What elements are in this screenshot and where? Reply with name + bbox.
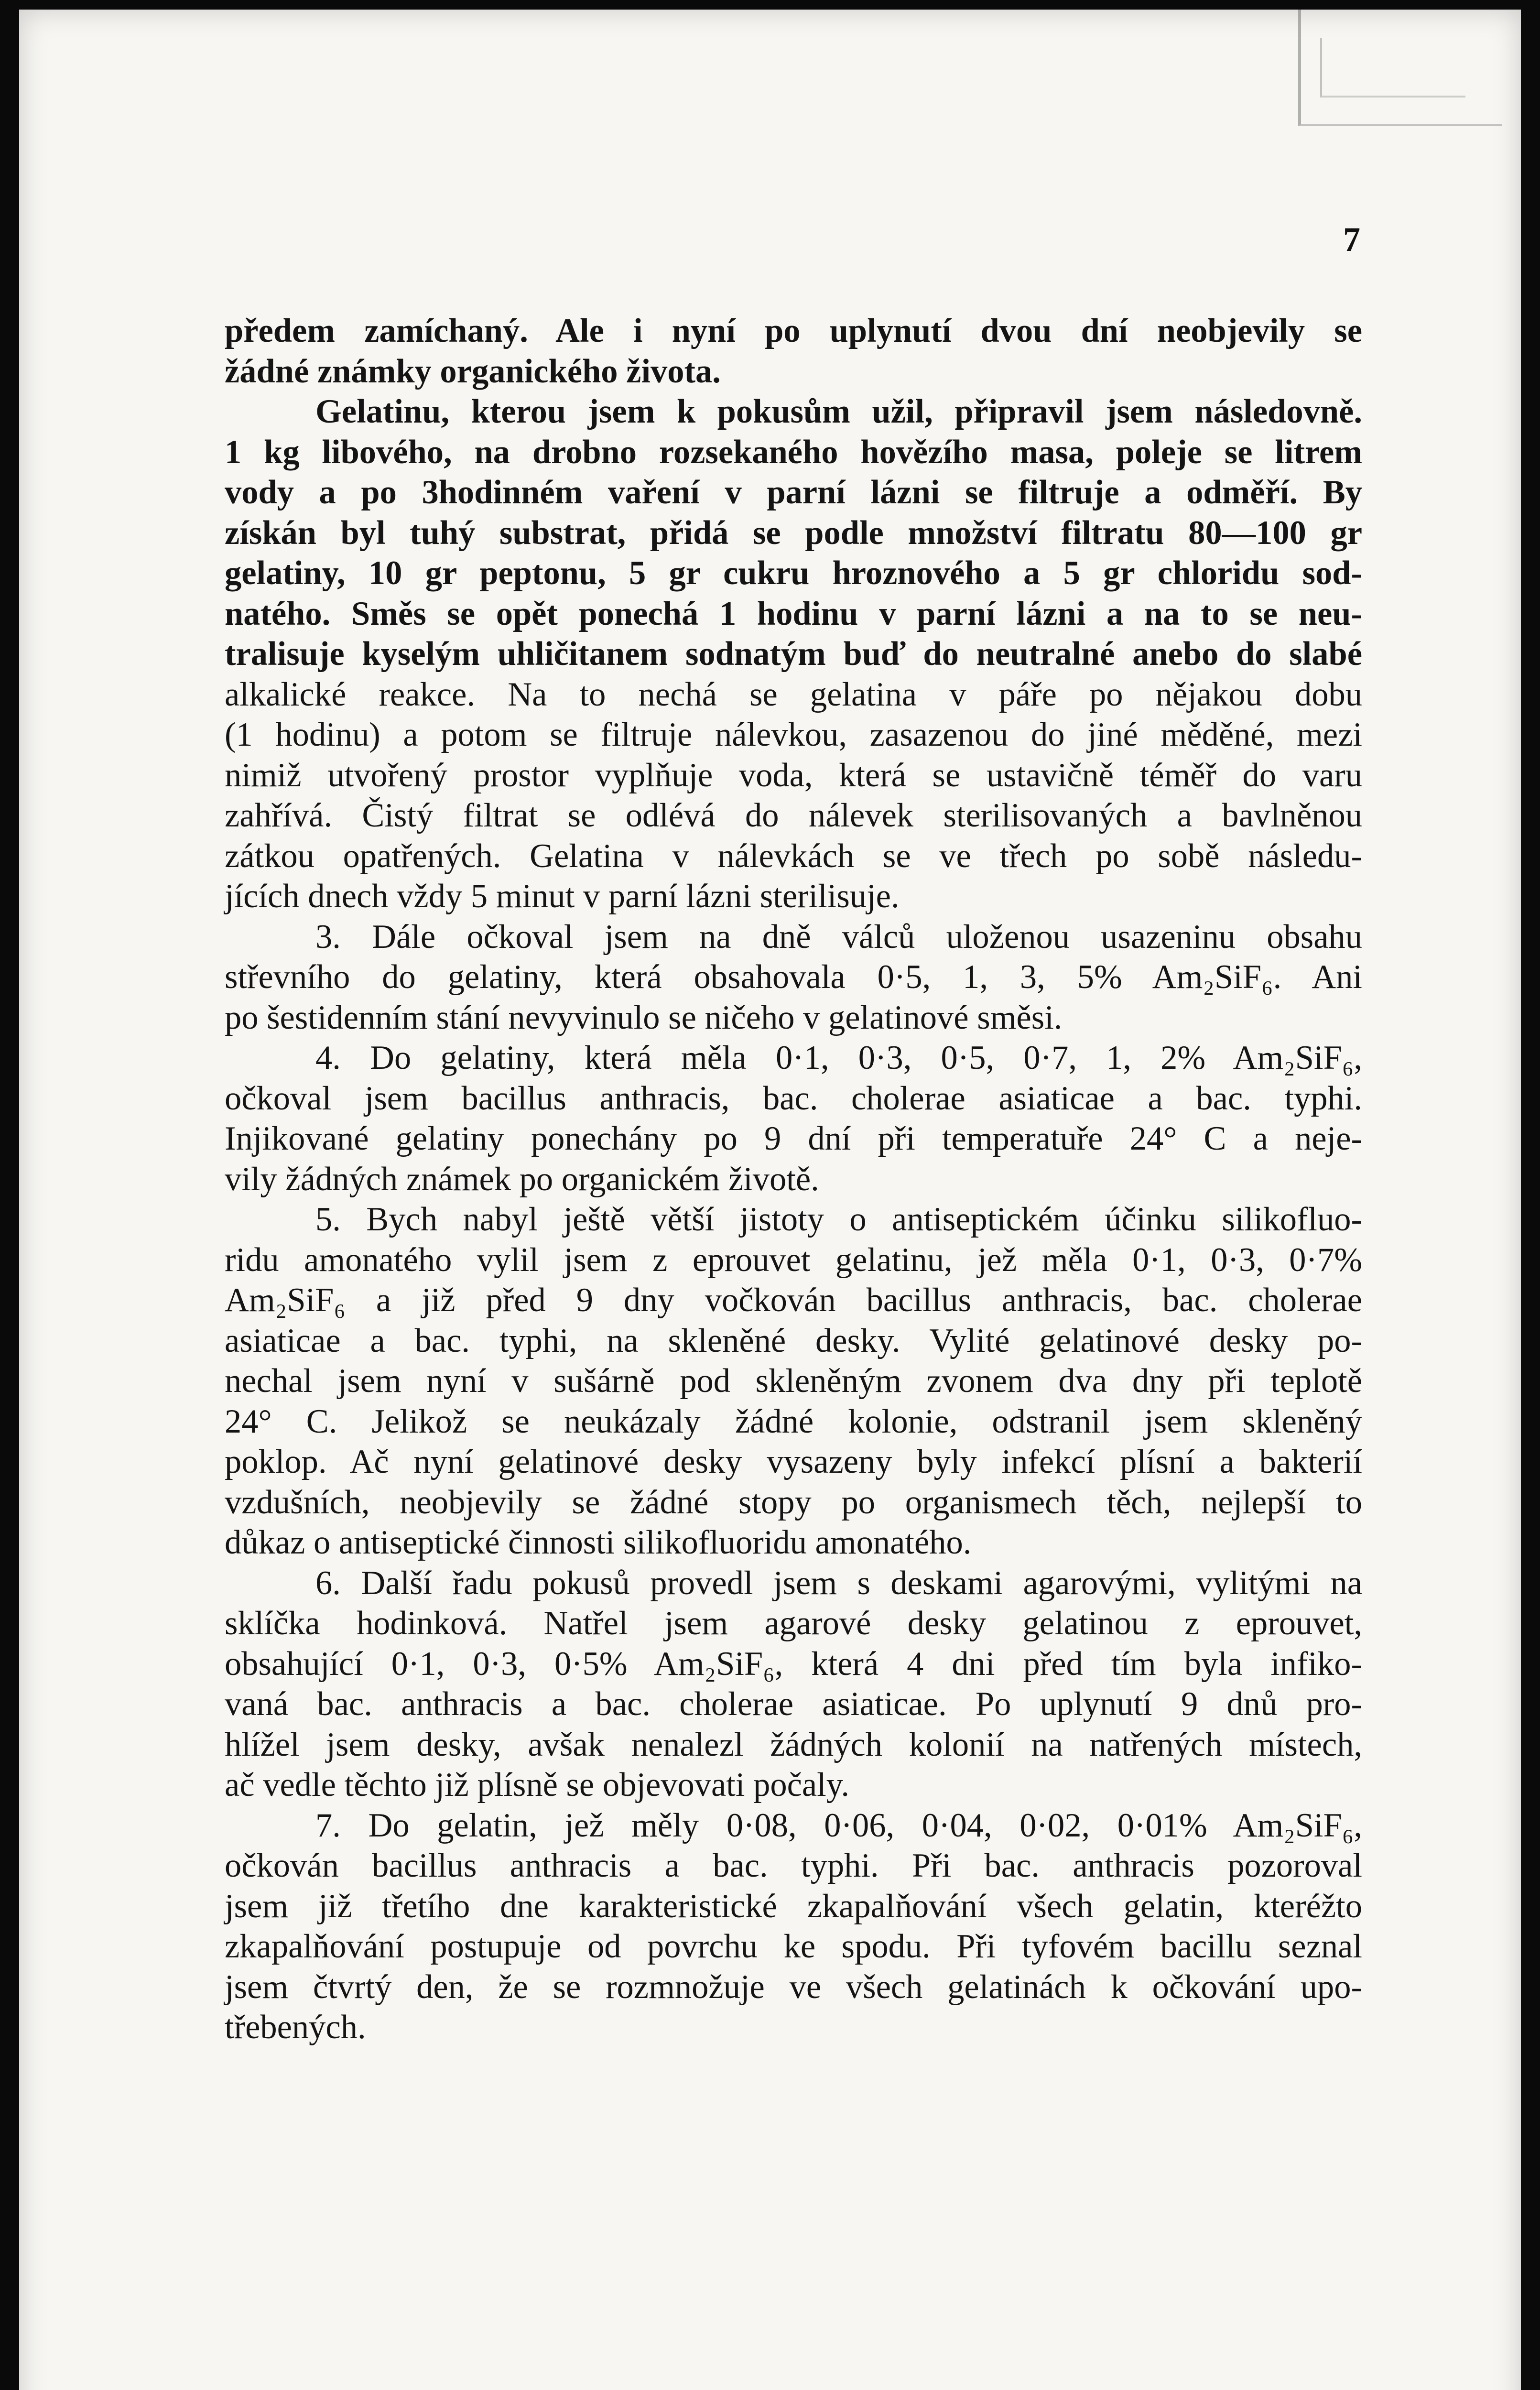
text-line: důkaz o antiseptické činnosti silikofluoridu amonatého. (225, 1524, 972, 1561)
text-line: zátkou opatřených. Gelatina v nálevkách se ve třech po sobě následu- (225, 837, 1362, 875)
text-line: poklop. Ač nyní gelatinové desky vysazeny byly infekcí plísní a bakterií (225, 1443, 1362, 1480)
page-number: 7 (1343, 220, 1360, 259)
text-line: 5. Bych nabyl ještě větší jistoty o antiseptickém účinku silikofluo- (315, 1201, 1362, 1238)
text-line: očkován bacillus anthracis a bac. typhi. Při bac. anthracis pozoroval (225, 1847, 1362, 1884)
text-line: hlížel jsem desky, avšak nenalezl žádných kolonií na natřených místech, (225, 1726, 1362, 1763)
text-line: Gelatinu, kterou jsem k pokusům užil, připravil jsem následovně. (315, 393, 1362, 430)
book-page (19, 10, 1521, 2390)
text-line: očkoval jsem bacillus anthracis, bac. cholerae asiaticae a bac. typhi. (225, 1079, 1362, 1117)
text-line: ač vedle těchto již plísně se objevovati počaly. (225, 1766, 850, 1803)
text-line: vaná bac. anthracis a bac. cholerae asiaticae. Po uplynutí 9 dnů pro- (225, 1685, 1362, 1723)
text-line: tralisuje kyselým uhličitanem sodnatým buď do neutralné anebo do slabé (225, 635, 1362, 673)
text-line: jsem již třetího dne karakteristické zkapalňování všech gelatin, kteréžto (225, 1887, 1362, 1925)
text-line: 3. Dále očkoval jsem na dně válců uloženou usazeninu obsahu (315, 918, 1362, 956)
text-line: jsem čtvrtý den, že se rozmnožuje ve všech gelatinách k očkování upo- (225, 1968, 1362, 2006)
text-line: vily žádných známek po organickém životě. (225, 1160, 819, 1198)
text-line: střevního do gelatiny, která obsahovala 0·5, 1, 3, 5% Am₂SiF₆. Ani (225, 958, 1362, 996)
text-line: gelatiny, 10 gr peptonu, 5 gr cukru hroznového a 5 gr chloridu sod- (225, 554, 1362, 592)
text-line: Injikované gelatiny ponechány po 9 dní při temperatuře 24° C a neje- (225, 1120, 1362, 1157)
text-line: ridu amonatého vylil jsem z eprouvet gelatinu, jež měla 0·1, 0·3, 0·7% (225, 1241, 1362, 1279)
text-line: vzdušních, neobjevily se žádné stopy po organismech těch, nejlepší to (225, 1483, 1362, 1521)
text-line: zahřívá. Čistý filtrat se odlévá do nálevek sterilisovaných a bavlněnou (225, 797, 1362, 834)
text-line: nechal jsem nyní v sušárně pod skleněným zvonem dva dny při teplotě (225, 1362, 1362, 1400)
text-line: získán byl tuhý substrat, přidá se podle množství filtratu 80—100 gr (225, 514, 1362, 552)
text-line: natého. Směs se opět ponechá 1 hodinu v parní lázni a na to se neu- (225, 595, 1362, 632)
text-line: asiaticae a bac. typhi, na skleněné desky. Vylité gelatinové desky po- (225, 1322, 1362, 1359)
text-line: zkapalňování postupuje od povrchu ke spodu. Při tyfovém bacillu seznal (225, 1928, 1362, 1965)
text-line: 4. Do gelatiny, která měla 0·1, 0·3, 0·5, 0·7, 1, 2% Am₂SiF₆, (315, 1039, 1362, 1076)
text-line: 6. Další řadu pokusů provedl jsem s deskami agarovými, vylitými na (315, 1564, 1362, 1602)
text-line: 1 kg libového, na drobno rozsekaného hovězího masa, poleje se litrem (225, 433, 1362, 471)
text-line: 7. Do gelatin, jež měly 0·08, 0·06, 0·04, 0·02, 0·01% Am₂SiF₆, (315, 1806, 1362, 1844)
text-line: po šestidenním stání nevyvinulo se ničeho v gelatinové směsi. (225, 999, 1063, 1036)
text-line: předem zamíchaný. Ale i nyní po uplynutí dvou dní neobjevily se (225, 312, 1362, 349)
page-body-text (225, 311, 1362, 2048)
text-line: obsahující 0·1, 0·3, 0·5% Am₂SiF₆, která 4 dni před tím byla infiko- (225, 1645, 1362, 1683)
text-line: vody a po 3hodinném vaření v parní lázni se filtruje a odměří. By (225, 474, 1362, 511)
text-line: (1 hodinu) a potom se filtruje nálevkou, zasazenou do jiné měděné, mezi (225, 716, 1362, 753)
text-line: žádné známky organického života. (225, 352, 721, 390)
text-line: jících dnech vždy 5 minut v parní lázni sterilisuje. (225, 878, 900, 915)
scan-corner-mark (1298, 10, 1502, 126)
text-line: sklíčka hodinková. Natřel jsem agarové desky gelatinou z eprouvet, (225, 1605, 1362, 1642)
text-line: 24° C. Jelikož se neukázaly žádné kolonie, odstranil jsem skleněný (225, 1402, 1362, 1440)
text-line: nimiž utvořený prostor vyplňuje voda, která se ustavičně téměř do varu (225, 756, 1362, 794)
text-line: alkalické reakce. Na to nechá se gelatina v páře po nějakou dobu (225, 675, 1362, 713)
text-line: třebených. (225, 2009, 366, 2046)
text-line: Am₂SiF₆ a již před 9 dny vočkován bacillus anthracis, bac. cholerae (225, 1282, 1362, 1319)
